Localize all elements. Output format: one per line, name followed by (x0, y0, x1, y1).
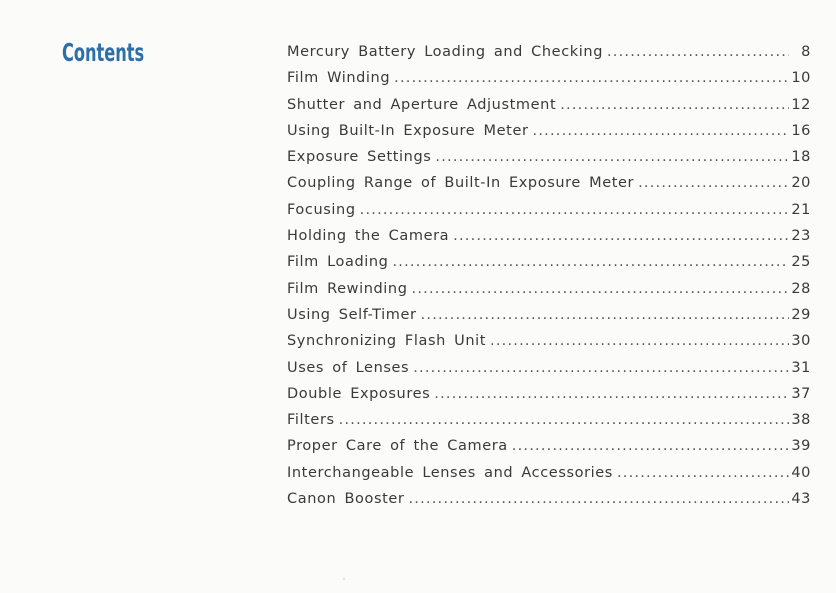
toc-entry[interactable] (287, 202, 811, 228)
toc-entry[interactable] (287, 333, 811, 359)
toc-entry-title: Shutter and Aperture Adjustment (287, 96, 557, 113)
toc-entry-title: Using Built-In Exposure Meter (287, 122, 529, 139)
toc-entry-title: Double Exposures (287, 385, 431, 402)
toc-entry-page: 29 (791, 306, 811, 323)
toc-entry-page: 20 (791, 175, 811, 192)
toc-entry-page: 40 (791, 464, 811, 481)
toc-leader-dots (512, 438, 789, 454)
toc-leader-dots (453, 228, 789, 244)
toc-entry-title: Film Winding (287, 70, 391, 87)
toc-entry[interactable] (287, 360, 811, 386)
toc-entry-title: Filters (287, 412, 335, 429)
toc-entry[interactable] (287, 175, 811, 201)
toc-entry-page: 39 (791, 438, 811, 455)
toc-entry[interactable] (287, 44, 811, 70)
toc-leader-dots (392, 254, 789, 270)
toc-entry[interactable] (287, 412, 811, 438)
toc-leader-dots (434, 386, 789, 402)
toc-entry-title: Film Rewinding (287, 280, 408, 297)
toc-entry-title: Interchangeable Lenses and Accessories (287, 464, 613, 481)
toc-entry-title: Canon Booster (287, 491, 405, 508)
toc-entry-title: Synchronizing Flash Unit (287, 333, 487, 350)
page-title: Contents (62, 38, 145, 67)
toc-entry[interactable] (287, 281, 811, 307)
toc-leader-dots (560, 97, 789, 113)
toc-entry-page: 8 (801, 44, 811, 60)
toc-entry-page: 12 (791, 96, 811, 113)
toc-entry-page: 21 (791, 201, 811, 218)
toc-entry-page: 37 (791, 385, 811, 402)
toc-leader-dots (360, 202, 789, 218)
table-of-contents (287, 44, 811, 517)
toc-leader-dots (533, 123, 789, 139)
toc-leader-dots (339, 412, 789, 428)
toc-entry-page: 38 (791, 412, 811, 429)
toc-entry[interactable] (287, 97, 811, 123)
toc-entry[interactable] (287, 70, 811, 96)
toc-entry-page: 30 (791, 333, 811, 350)
toc-leader-dots (617, 465, 789, 481)
toc-leader-dots (413, 360, 789, 376)
toc-entry-title: Exposure Settings (287, 149, 432, 166)
toc-entry[interactable] (287, 149, 811, 175)
toc-leader-dots (490, 333, 789, 349)
toc-leader-dots (607, 44, 789, 60)
toc-entry-page: 18 (791, 149, 811, 166)
toc-entry-page: 10 (791, 70, 811, 87)
toc-leader-dots (394, 70, 789, 86)
toc-leader-dots (421, 307, 789, 323)
toc-entry[interactable] (287, 465, 811, 491)
toc-entry[interactable] (287, 307, 811, 333)
toc-entry-title: Holding the Camera (287, 228, 450, 245)
toc-leader-dots (638, 175, 789, 191)
toc-entry-page: 16 (791, 122, 811, 139)
toc-entry[interactable] (287, 254, 811, 280)
paper-speck (343, 578, 345, 580)
toc-entry-page: 23 (791, 228, 811, 245)
toc-entry-title: Uses of Lenses (287, 359, 410, 376)
toc-entry-title: Mercury Battery Loading and Checking (287, 44, 603, 60)
toc-entry[interactable] (287, 438, 811, 464)
toc-entry-title: Using Self-Timer (287, 306, 417, 323)
toc-entry-page: 28 (791, 280, 811, 297)
toc-entry-page: 25 (791, 254, 811, 271)
toc-entry-title: Coupling Range of Built-In Exposure Meter (287, 175, 635, 192)
toc-entry[interactable] (287, 228, 811, 254)
toc-entry-title: Proper Care of the Camera (287, 438, 508, 455)
toc-entry-title: Focusing (287, 201, 356, 218)
toc-leader-dots (435, 149, 789, 165)
toc-entry-page: 31 (791, 359, 811, 376)
toc-entry[interactable] (287, 491, 811, 517)
toc-entry-page: 43 (791, 491, 811, 508)
toc-entry-title: Film Loading (287, 254, 389, 271)
toc-entry[interactable] (287, 386, 811, 412)
toc-leader-dots (408, 491, 789, 507)
toc-entry[interactable] (287, 123, 811, 149)
toc-leader-dots (412, 281, 789, 297)
